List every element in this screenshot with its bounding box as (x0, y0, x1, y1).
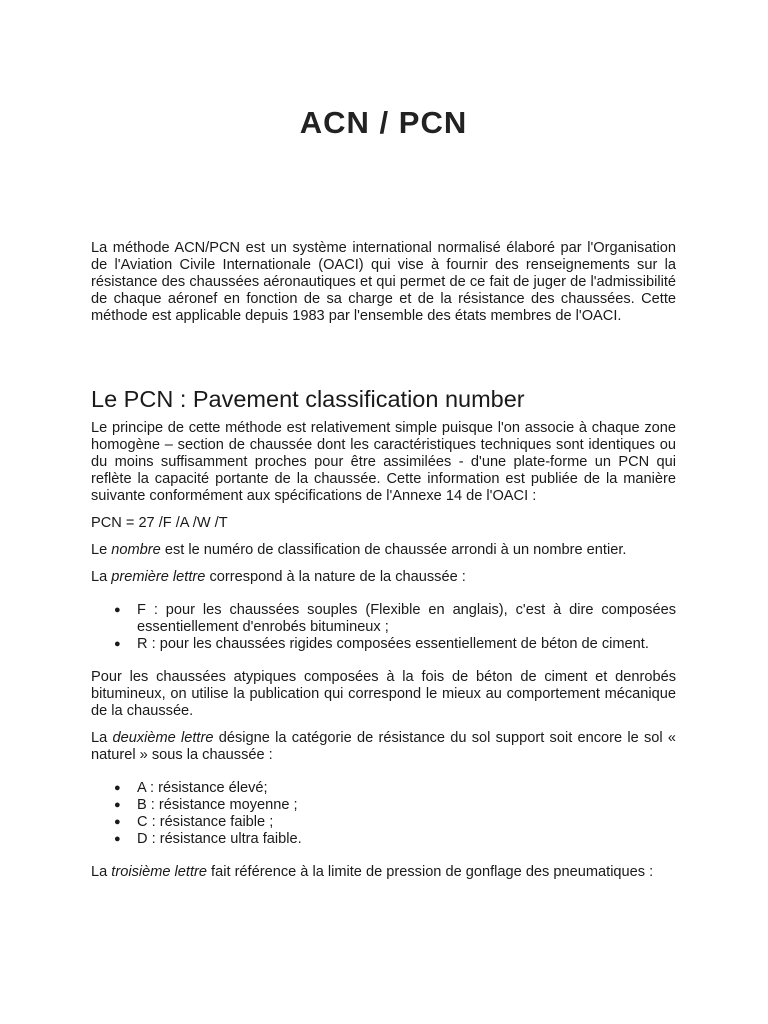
number-emphasis: nombre (111, 542, 161, 558)
pcn-section (91, 384, 676, 891)
list-item (114, 797, 676, 814)
list-item-text: B : résistance moyenne ; (137, 797, 298, 813)
number-suffix: est le numéro de classification de chaussée arrondi à un nombre entier. (160, 542, 627, 558)
pcn-heading: Le PCN : Pavement classification number (91, 386, 525, 412)
pcn-principle-paragraph: Le principe de cette méthode est relativement simple puisque l'on associe à chaque zone homogène – section de chaussée dont les caractéristiques techniques sont identiques ou du moins suffisamment proches pour être assimilées - d'une plate-forme un PCN qui reflète la capacité portante de la chaussée. Cette information est publiée de la manière suivante conformément aux spécifications de l'Annexe 14 de l'OACI : (91, 420, 676, 504)
document-title: ACN / PCN (299, 105, 468, 140)
third-letter-paragraph (91, 864, 676, 881)
bullet-icon: ● (114, 833, 121, 845)
list-item-text: C : résistance faible ; (137, 814, 274, 830)
list-item (114, 831, 676, 848)
first-letter-paragraph (91, 569, 676, 586)
list-item (114, 636, 676, 653)
third-letter-emphasis: troisième lettre (111, 864, 207, 880)
list-item-text: A : résistance élevé; (137, 780, 268, 796)
list-item (114, 602, 676, 636)
first-letter-emphasis: première lettre (111, 569, 206, 585)
atypical-paragraph: Pour les chaussées atypiques composées à la fois de béton de ciment et denrobés bitumineux, on utilise la publication qui correspond le mieux au comportement mécanique de la chaussée. (91, 669, 676, 719)
bullet-icon: ● (114, 782, 121, 794)
number-paragraph (91, 542, 676, 559)
pavement-type-list (91, 602, 676, 653)
list-item-text: F : pour les chaussées souples (Flexible en anglais), c'est à dire composées essentiellement d'enrobés bitumineux ; (137, 602, 676, 635)
list-item (114, 780, 676, 797)
third-letter-prefix: La (91, 864, 112, 880)
list-item-text: R : pour les chaussées rigides composées essentiellement de béton de ciment. (137, 636, 649, 652)
list-item-text: D : résistance ultra faible. (137, 831, 302, 847)
first-letter-prefix: La (91, 569, 112, 585)
second-letter-paragraph (91, 730, 676, 764)
third-letter-suffix: fait référence à la limite de pression de gonflage des pneumatiques : (207, 864, 654, 880)
bullet-icon: ● (114, 799, 121, 811)
first-letter-suffix: correspond à la nature de la chaussée : (205, 569, 466, 585)
subgrade-strength-list (91, 780, 676, 848)
list-item (114, 814, 676, 831)
pcn-formula: PCN = 27 /F /A /W /T (91, 515, 228, 531)
bullet-icon: ● (114, 816, 121, 828)
second-letter-suffix: désigne la catégorie de résistance du sol support soit encore le sol « naturel » sous la chaussée : (91, 730, 676, 763)
second-letter-prefix: La (91, 730, 113, 746)
number-prefix: Le (91, 542, 112, 558)
intro-paragraph: La méthode ACN/PCN est un système international normalisé élaboré par l'Organisation de l'Aviation Civile Internationale (OACI) qui vise à fournir des renseignements sur la résistance des chaussées aéronautiques et qui permet de ce fait de juger de l'admissibilité de chaque aéronef en fonction de sa charge et de la résistance des chaussées. Cette méthode est applicable depuis 1983 par l'ensemble des états membres de l'OACI. (91, 240, 676, 324)
bullet-icon: ● (114, 604, 121, 616)
bullet-icon: ● (114, 638, 121, 650)
second-letter-emphasis: deuxième lettre (112, 730, 214, 746)
